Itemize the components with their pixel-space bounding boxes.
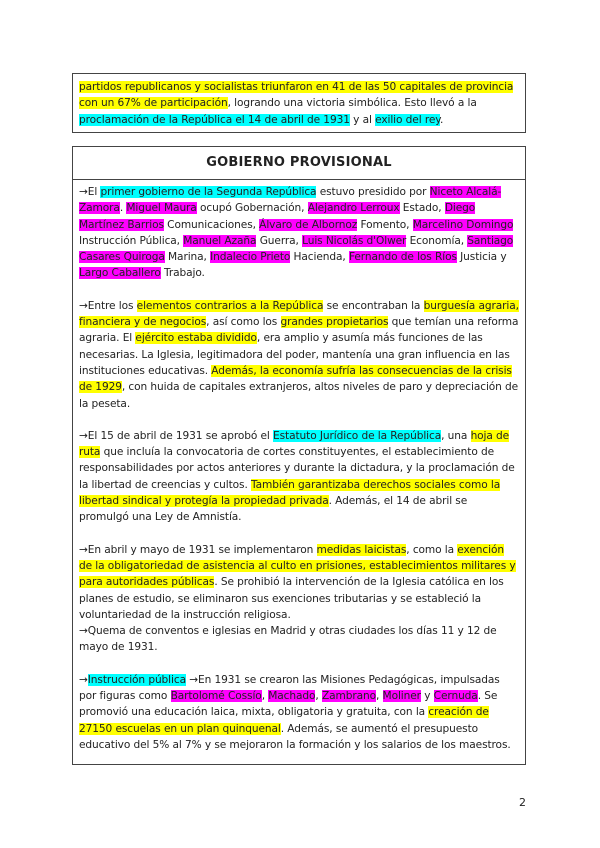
highlighted-text: Fernando de los Ríos [348, 251, 457, 264]
paragraph-primer-gobierno [79, 184, 519, 282]
text-run: Justicia y [456, 251, 507, 264]
text-run: , logrando una victoria simbólica. Esto llevó a la [227, 97, 477, 110]
paragraph-estatuto-juridico [79, 428, 519, 526]
text-run: Estado, [399, 202, 445, 215]
highlighted-text: Largo Caballero [79, 267, 161, 280]
text-run: , [261, 690, 269, 703]
section-body [73, 180, 525, 753]
highlighted-text: Marcelino Domingo [412, 218, 514, 231]
highlighted-text: Diego Martínez Barrios [79, 202, 476, 231]
highlighted-text: Machado [268, 690, 316, 703]
highlighted-text: Estatuto Jurídico de la República [273, 429, 442, 442]
highlighted-text: medidas laicistas [316, 543, 407, 556]
highlighted-text: primer gobierno de la Segunda República [100, 186, 317, 198]
highlighted-text: Moliner [382, 690, 421, 703]
text-run: →Quema de conventos e iglesias en Madrid y otras ciudades los días 11 y 12 de mayo de 1931. [79, 625, 497, 654]
highlighted-text: Luis Nicolás d'Olwer [302, 234, 407, 247]
text-run: →El [79, 186, 101, 198]
highlighted-text: burguesía agraria, financiera y de negocios [79, 299, 519, 329]
highlighted-text: partidos republicanos y socialistas triunfaron en 41 de las 50 capitales de provincia con un 67% de participación [79, 81, 514, 110]
highlighted-text: exilio del rey [375, 113, 440, 126]
text-run: se encontraban la [323, 299, 424, 312]
paragraph-gap [79, 656, 519, 672]
text-run: ocupó Gobernación, [196, 202, 308, 215]
highlighted-text: proclamación de la República el 14 de abril de 1931 [79, 113, 350, 126]
text-run: que temían una reforma agraria. El [79, 316, 519, 345]
text-run: y [420, 690, 434, 703]
text-run: que incluía la convocatoria de cortes constituyentes, el establecimiento de responsabilidades por actos anteriores y durante la dictadura, y la proclamación de la libertad de creencias y cultos. [79, 446, 515, 491]
text-run: , [315, 690, 322, 703]
highlighted-text: Manuel Azaña [183, 234, 257, 247]
text-run: , así como los [206, 316, 281, 329]
text-run: Economía, [406, 234, 468, 247]
highlighted-text: También garantizaba derechos sociales como la libertad sindical y protegía la propiedad privada [79, 478, 501, 508]
text-run: , [376, 690, 383, 703]
paragraph-gap [79, 412, 519, 428]
intro-box [72, 73, 526, 133]
text-run: . Se promovió una educación laica, mixta, obligatoria y gratuita, con la [79, 690, 498, 719]
text-run: . Se prohibió la intervención de la Iglesia católica en los planes de estudio, se eliminaron sus exenciones tributarias y se estableció la voluntariedad de la instrucción religiosa. [79, 576, 504, 621]
highlighted-text: Indalecio Prieto [210, 251, 291, 264]
page-number: 2 [519, 796, 526, 809]
paragraph-medidas-laicistas [79, 542, 519, 623]
highlighted-text: grandes propietarios [280, 316, 389, 329]
text-run: Fomento, [357, 218, 413, 231]
text-run: → [79, 673, 88, 686]
text-run: Hacienda, [290, 251, 349, 264]
highlighted-text: Santiago Casares Quiroga [79, 234, 514, 264]
text-run: Marina, [164, 251, 211, 264]
paragraph-instruccion-publica [79, 672, 519, 753]
text-run: y al [349, 113, 376, 126]
highlighted-text: elementos contrarios a la República [136, 299, 324, 312]
highlighted-text: Cernuda [433, 690, 478, 703]
highlighted-text: Miguel Maura [126, 202, 197, 215]
highlighted-text: Alejandro Lerroux [307, 202, 400, 215]
highlighted-text: Álvaro de Albornoz [259, 218, 358, 231]
highlighted-text: Niceto Alcalá-Zamora [79, 186, 502, 215]
text-run: →En abril y mayo de 1931 se implementaron [79, 543, 317, 556]
highlighted-text: hoja de ruta [79, 429, 510, 459]
text-run: Guerra, [256, 234, 303, 247]
text-run: , con huida de capitales extranjeros, altos niveles de paro y depreciación de la peseta. [79, 381, 519, 410]
text-run: , era amplio y asumía más funciones de las necesarias. La Iglesia, legitimadora del poder, mantenía una gran influencia en las instituciones educativas. [79, 332, 510, 377]
highlighted-text: Instrucción pública [87, 673, 186, 686]
highlighted-text: exención de la obligatoriedad de asistencia al culto en prisiones, establecimientos militares y para autoridades públicas [79, 543, 516, 589]
text-run: Instrucción Pública, [79, 234, 184, 247]
text-run: . Además, se aumentó el presupuesto educativo del 5% al 7% y se mejoraron la formación y los salarios de los maestros. [79, 722, 511, 751]
text-run: , como la [406, 543, 458, 556]
text-run: , una [441, 429, 471, 442]
text-run: →El 15 de abril de 1931 se aprobó el [79, 429, 274, 442]
highlighted-text: Además, la economía sufría las consecuencias de la crisis de 1929 [79, 364, 512, 394]
text-run: Trabajo. [160, 267, 205, 280]
paragraph-elementos-contrarios [79, 298, 519, 412]
gobierno-provisional-section [72, 146, 526, 765]
paragraph-gap [79, 526, 519, 542]
intro-paragraph [79, 79, 519, 128]
paragraph-quema-conventos [79, 623, 519, 656]
text-run: estuvo presidido por [316, 186, 430, 198]
text-run: Comunicaciones, [163, 218, 260, 231]
highlighted-text: Bartolomé Cossío [170, 690, 262, 703]
highlighted-text: Zambrano [321, 690, 376, 703]
text-run: . [439, 113, 444, 126]
highlighted-text: ejército estaba dividido [135, 332, 257, 345]
section-title: GOBIERNO PROVISIONAL [73, 147, 525, 180]
text-run: . Además, el 14 de abril se promulgó una Ley de Amnistía. [79, 495, 468, 524]
highlighted-text: creación de 27150 escuelas en un plan quinquenal [79, 706, 489, 735]
text-run: →En 1931 se crearon las Misiones Pedagógicas, impulsadas por figuras como [79, 673, 500, 703]
text-run: . [119, 202, 127, 215]
paragraph-gap [79, 282, 519, 298]
text-run: →Entre los [79, 299, 137, 312]
